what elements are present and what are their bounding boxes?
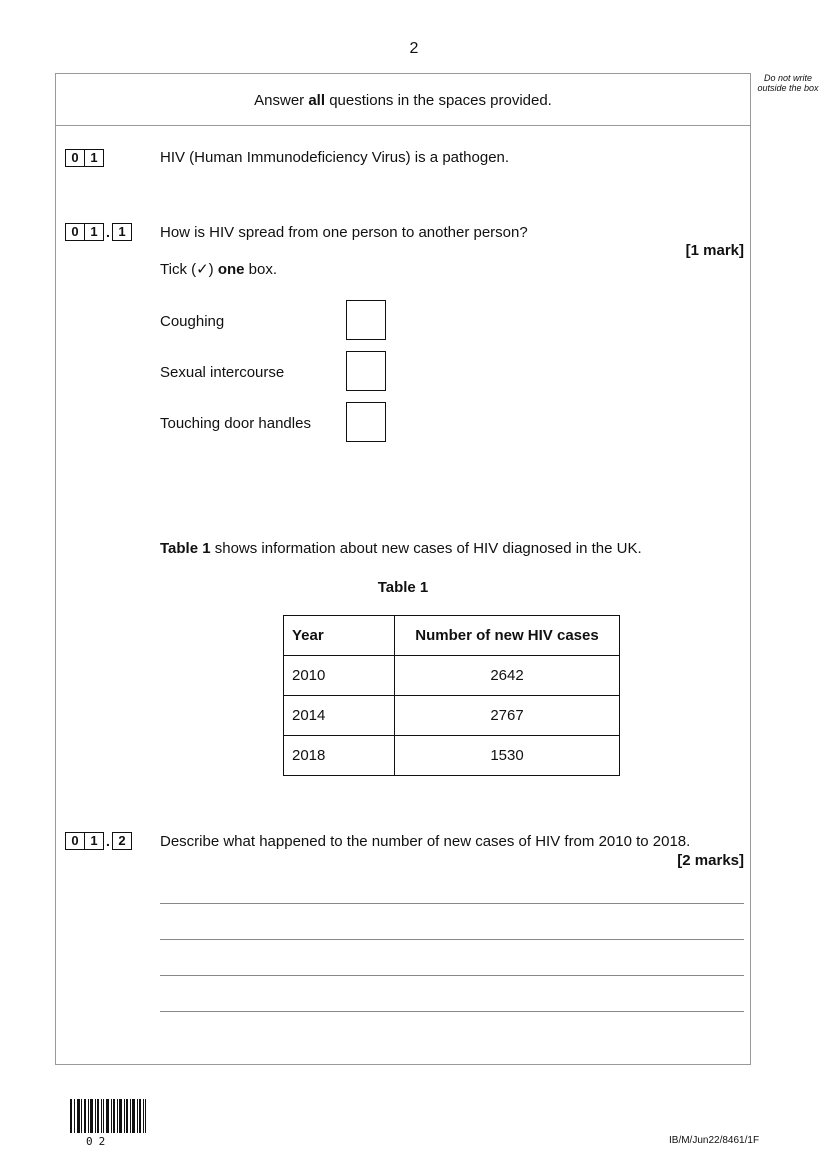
tick-box-coughing[interactable] — [346, 300, 386, 340]
barcode-digits: 02 — [86, 1135, 112, 1148]
answer-line[interactable] — [160, 1011, 744, 1012]
column-header: Number of new HIV cases — [395, 616, 620, 656]
option-label-coughing: Coughing — [160, 313, 225, 330]
instruction: Answer all questions in the spaces provided. — [56, 74, 750, 126]
question-number-01-1: 0 1 . 1 — [65, 223, 132, 241]
q01-1-marks: [1 mark] — [685, 242, 744, 259]
tick-box-touching-door-handles[interactable] — [346, 402, 386, 442]
page-number: 2 — [409, 40, 419, 57]
q01-2-marks: [2 marks] — [677, 852, 744, 869]
q01-2-question: Describe what happened to the number of new cases of HIV from 2010 to 2018. — [160, 833, 691, 850]
table-title: Table 1 — [377, 579, 429, 596]
hiv-cases-table — [283, 615, 620, 776]
answer-line[interactable] — [160, 903, 744, 904]
option-label-sexual-intercourse: Sexual intercourse — [160, 364, 285, 381]
year-cell: 2010 — [284, 656, 395, 696]
tick-instruction: Tick (✓) one box. — [160, 261, 278, 278]
q01-text: HIV (Human Immunodeficiency Virus) is a pathogen. — [160, 149, 510, 166]
column-header: Year — [284, 616, 395, 656]
cases-cell: 2767 — [395, 696, 620, 736]
answer-line[interactable] — [160, 939, 744, 940]
tick-box-sexual-intercourse[interactable] — [346, 351, 386, 391]
q01-1-question: How is HIV spread from one person to another person? — [160, 224, 528, 241]
barcode — [70, 1099, 146, 1133]
table-header-row — [284, 616, 620, 656]
paper-reference: IB/M/Jun22/8461/1F — [669, 1135, 760, 1146]
answer-frame — [55, 73, 751, 1065]
option-label-touching-door-handles: Touching door handles — [160, 415, 311, 432]
margin-note: Do not write outside the box — [757, 73, 819, 93]
table-row — [284, 696, 620, 736]
question-number-01-2: 0 1 . 2 — [65, 832, 132, 850]
table-intro: Table 1 shows information about new cases of HIV diagnosed in the UK. — [160, 540, 642, 557]
answer-line[interactable] — [160, 975, 744, 976]
year-cell: 2014 — [284, 696, 395, 736]
table-row — [284, 656, 620, 696]
cases-cell: 2642 — [395, 656, 620, 696]
cases-cell: 1530 — [395, 736, 620, 776]
question-number-01: 0 1 — [65, 149, 104, 167]
table-row — [284, 736, 620, 776]
year-cell: 2018 — [284, 736, 395, 776]
